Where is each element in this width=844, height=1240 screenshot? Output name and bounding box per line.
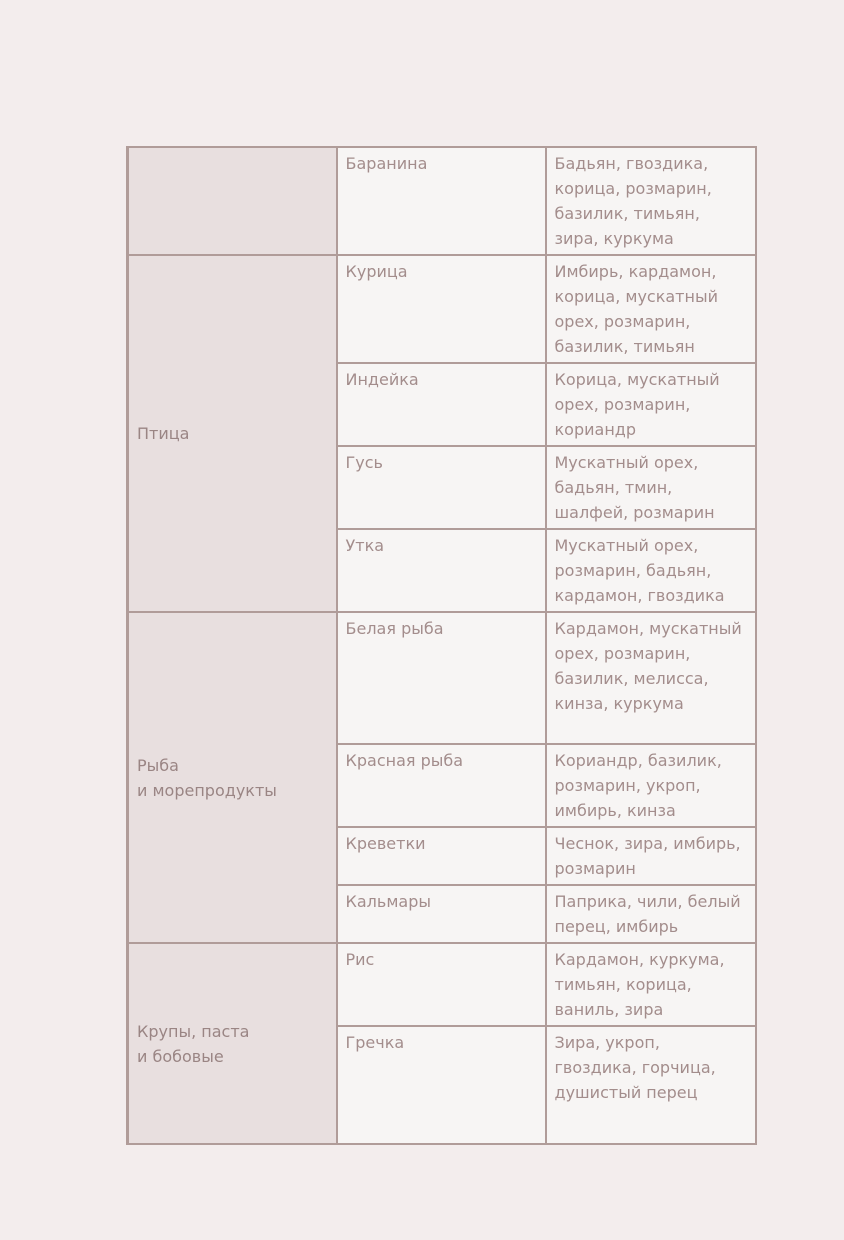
product-cell: Креветки bbox=[337, 827, 546, 885]
product-cell: Индейка bbox=[337, 363, 546, 446]
table-row bbox=[128, 612, 756, 744]
table-row bbox=[128, 147, 756, 255]
product-cell: Гречка bbox=[337, 1026, 546, 1144]
category-label: Рыба bbox=[137, 755, 179, 775]
product-cell: Кальмары bbox=[337, 885, 546, 943]
category-cell bbox=[128, 255, 337, 612]
category-label: и бобовые bbox=[137, 1046, 224, 1066]
spices-cell: Мускатный орех, розмарин, бадьян, кардамон, гвоздика bbox=[546, 529, 756, 612]
spices-cell: Паприка, чили, белый перец, имбирь bbox=[546, 885, 756, 943]
spices-cell: Зира, укроп, гвоздика, горчица, душистый перец bbox=[546, 1026, 756, 1144]
table-row bbox=[128, 943, 756, 1026]
category-label: Птица bbox=[137, 424, 190, 443]
category-cell bbox=[128, 147, 337, 255]
spices-cell: Корица, мускатный орех, розмарин, кориандр bbox=[546, 363, 756, 446]
product-cell: Красная рыба bbox=[337, 744, 546, 827]
category-label: и морепродукты bbox=[137, 780, 277, 800]
table-row bbox=[128, 255, 756, 363]
spices-cell: Чеснок, зира, имбирь, розмарин bbox=[546, 827, 756, 885]
spices-cell: Мускатный орех, бадьян, тмин, шалфей, розмарин bbox=[546, 446, 756, 529]
category-label: Крупы, паста bbox=[137, 1021, 250, 1041]
product-cell: Гусь bbox=[337, 446, 546, 529]
product-cell: Утка bbox=[337, 529, 546, 612]
spice-pairing-table bbox=[126, 146, 757, 1145]
category-cell bbox=[128, 943, 337, 1144]
product-cell: Белая рыба bbox=[337, 612, 546, 744]
category-cell bbox=[128, 612, 337, 943]
product-cell: Баранина bbox=[337, 147, 546, 255]
spices-cell: Имбирь, кардамон, корица, мускатный орех, розмарин, базилик, тимьян bbox=[546, 255, 756, 363]
spices-cell: Бадьян, гвоздика, корица, розмарин, базилик, тимьян, зира, куркума bbox=[546, 147, 756, 255]
spices-cell: Кардамон, мускатный орех, розмарин, базилик, мелисса, кинза, куркума bbox=[546, 612, 756, 744]
spices-cell: Кардамон, куркума, тимьян, корица, ваниль, зира bbox=[546, 943, 756, 1026]
product-cell: Курица bbox=[337, 255, 546, 363]
product-cell: Рис bbox=[337, 943, 546, 1026]
spices-cell: Кориандр, базилик, розмарин, укроп, имбирь, кинза bbox=[546, 744, 756, 827]
